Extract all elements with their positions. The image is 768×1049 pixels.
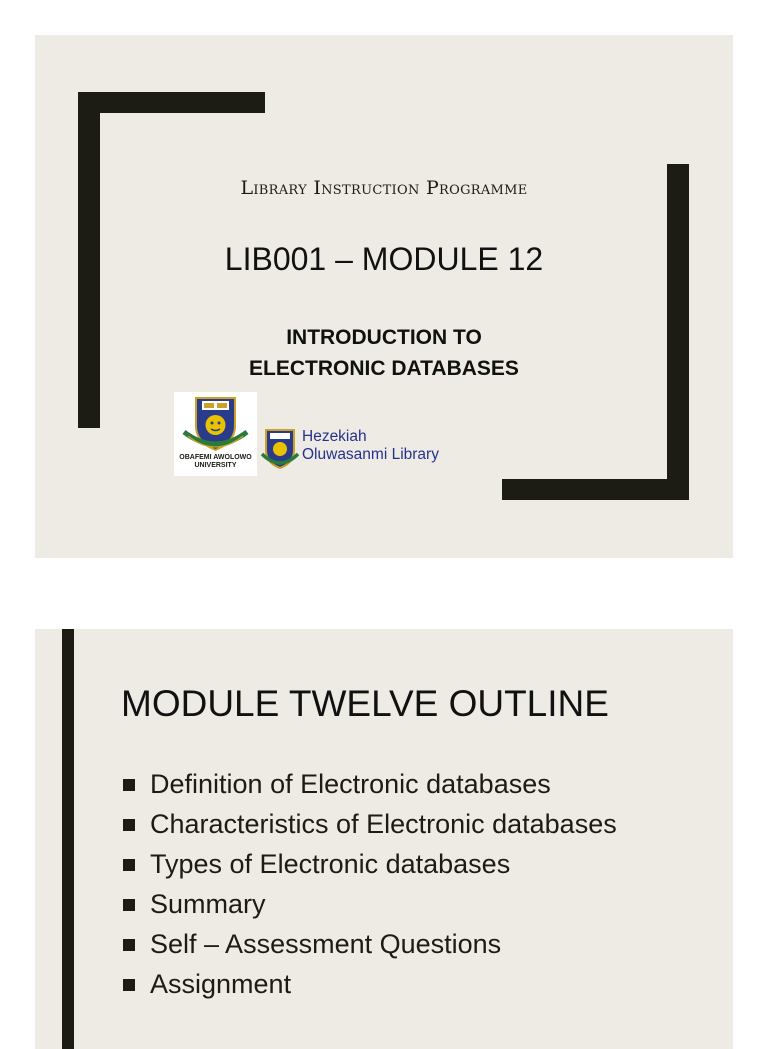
oau-logo-text: OBAFEMI AWOLOWO UNIVERSITY (179, 454, 252, 469)
square-bullet-icon (123, 979, 135, 991)
outline-slide (35, 629, 733, 1049)
frame-bar-top-left-horizontal (78, 92, 265, 113)
square-bullet-icon (123, 899, 135, 911)
subtitle-line-2: ELECTRONIC DATABASES (249, 357, 519, 380)
oau-logo (174, 392, 257, 476)
square-bullet-icon (123, 859, 135, 871)
outline-item: Types of Electronic databases (121, 850, 681, 878)
outline-item: Summary (121, 890, 681, 918)
square-bullet-icon (123, 939, 135, 951)
square-bullet-icon (123, 779, 135, 791)
outline-item: Assignment (121, 970, 681, 998)
module-subtitle (35, 322, 733, 384)
programme-heading: Library Instruction Programme (240, 177, 528, 199)
outline-title: MODULE TWELVE OUTLINE (121, 683, 609, 724)
frame-bar-bottom-right-horizontal (502, 479, 689, 500)
oau-crest-icon (174, 392, 257, 454)
library-crest-icon (260, 427, 300, 469)
subtitle-line-1: INTRODUCTION TO (286, 326, 482, 349)
library-logo-text: Hezekiah Oluwasanmi Library (302, 428, 439, 463)
left-accent-bar (62, 629, 74, 1049)
library-logo (260, 427, 460, 469)
title-slide (35, 35, 733, 558)
outline-item: Characteristics of Electronic databases (121, 810, 681, 838)
module-title: LIB001 – MODULE 12 (224, 241, 544, 277)
square-bullet-icon (123, 819, 135, 831)
outline-list (121, 770, 681, 1010)
outline-item: Definition of Electronic databases (121, 770, 681, 798)
outline-item: Self – Assessment Questions (121, 930, 681, 958)
